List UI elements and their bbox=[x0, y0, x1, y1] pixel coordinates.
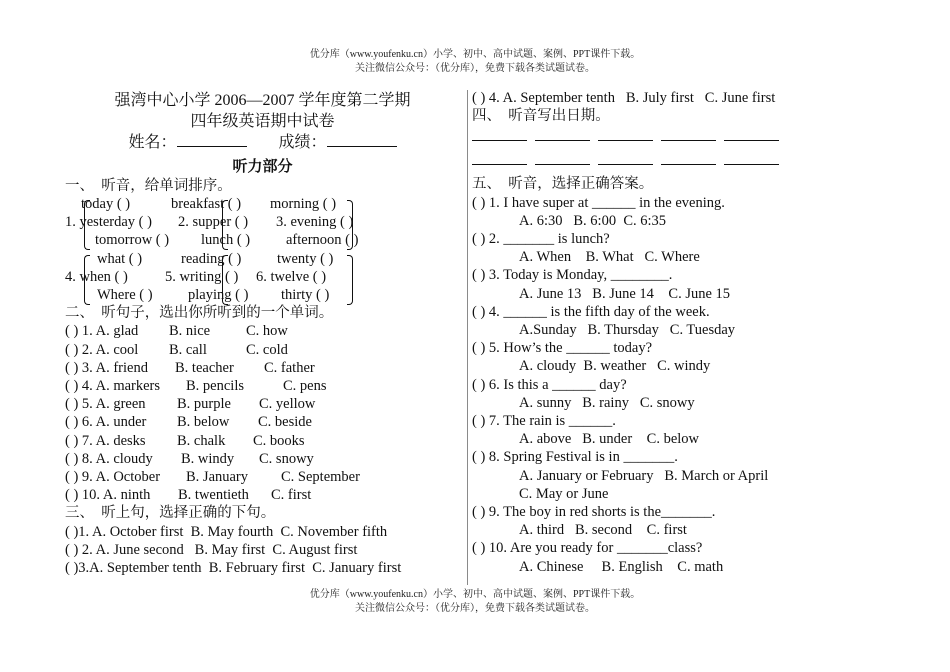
header-line-1: 优分库（www.youfenku.cn）小学、初中、高中试题、案例、PPT课件下载。 bbox=[309, 49, 641, 60]
s5-q8-options-2: C. May or June bbox=[519, 485, 609, 502]
s5-q7: ( ) 7. The rain is ______. bbox=[472, 413, 616, 430]
score-label: 成绩： bbox=[278, 134, 327, 151]
s2-item-2: ( ) 2. A. cool B. call C. cold bbox=[65, 341, 288, 358]
word-reading: reading ( ) bbox=[181, 251, 242, 268]
word-playing: playing ( ) bbox=[188, 287, 249, 304]
word-order-table bbox=[65, 195, 460, 304]
s5-q2-options: A. When B. What C. Where bbox=[519, 249, 700, 266]
s5-q4: ( ) 4. ______ is the fifth day of the week. bbox=[472, 303, 710, 320]
section-2-heading: 二、 听句子，选出你所听到的一个单词。 bbox=[65, 305, 334, 322]
date-blank[interactable] bbox=[724, 125, 779, 141]
s5-q6-options: A. sunny B. rainy C. snowy bbox=[519, 394, 695, 411]
date-blank[interactable] bbox=[598, 149, 653, 165]
name-score-line bbox=[65, 132, 460, 153]
section-1-heading: 一、 听音，给单词排序。 bbox=[65, 178, 232, 194]
s2-item-7: ( ) 7. A. desks B. chalk C. books bbox=[65, 432, 305, 449]
s5-q3-options: A. June 13 B. June 14 C. June 15 bbox=[519, 285, 731, 302]
header-line-2: 关注微信公众号：（优分库），免费下载各类试题试卷。 bbox=[355, 63, 595, 74]
s3-item-2: ( ) 2. A. June second B. May first C. August first bbox=[65, 541, 358, 558]
s2-item-1: ( ) 1. A. glad B. nice C. how bbox=[65, 323, 288, 340]
s3-item-3: ( )3.A. September tenth B. February first C. January first bbox=[65, 560, 402, 577]
section-5-heading: 五、 听音，选择正确答案。 bbox=[472, 176, 654, 193]
section-5-list bbox=[472, 194, 912, 576]
name-blank[interactable] bbox=[177, 133, 247, 147]
s2-item-4: ( ) 4. A. markers B. pencils C. pens bbox=[65, 378, 327, 395]
s3-item-4: ( ) 4. A. September tenth B. July first C. June first bbox=[472, 90, 776, 106]
page-header bbox=[0, 48, 950, 76]
date-blank[interactable] bbox=[535, 149, 590, 165]
word-thirty: thirty ( ) bbox=[281, 287, 330, 304]
s2-item-10: ( ) 10. A. ninth B. twentieth C. first bbox=[65, 487, 312, 504]
footer-line-2: 关注微信公众号：（优分库），免费下载各类试题试卷。 bbox=[355, 603, 595, 614]
date-blank[interactable] bbox=[724, 149, 779, 165]
s5-q1: ( ) 1. I have super at ______ in the evening. bbox=[472, 194, 725, 211]
exam-title-paper: 四年级英语期中试卷 bbox=[190, 113, 335, 130]
s5-q4-options: A.Sunday B. Thursday C. Tuesday bbox=[519, 322, 736, 339]
s5-q9-options: A. third B. second C. first bbox=[519, 522, 687, 539]
s5-q3: ( ) 3. Today is Monday, ________. bbox=[472, 267, 673, 284]
word-when: 4. when ( ) bbox=[65, 269, 128, 286]
word-evening: 3. evening ( ) bbox=[276, 214, 354, 231]
date-blank[interactable] bbox=[535, 125, 590, 141]
left-column bbox=[65, 90, 460, 577]
word-today: today ( ) bbox=[81, 196, 131, 213]
word-twelve: 6. twelve ( ) bbox=[256, 269, 327, 286]
s5-q7-options: A. above B. under C. below bbox=[519, 431, 700, 448]
exam-title-school: 强湾中心小学 2006—2007 学年度第二学期 bbox=[114, 92, 411, 109]
word-where: Where ( ) bbox=[97, 287, 153, 304]
section-4-heading: 四、 听音写出日期。 bbox=[472, 108, 610, 125]
s5-q2: ( ) 2. _______ is lunch? bbox=[472, 231, 610, 248]
date-blank[interactable] bbox=[472, 125, 527, 141]
score-blank[interactable] bbox=[327, 133, 397, 147]
right-column bbox=[472, 89, 912, 576]
listening-part-title: 听力部分 bbox=[232, 159, 293, 175]
s2-item-3: ( ) 3. A. friend B. teacher C. father bbox=[65, 359, 315, 376]
s5-q6: ( ) 6. Is this a ______ day? bbox=[472, 376, 627, 393]
date-blank[interactable] bbox=[661, 149, 716, 165]
s5-q5-options: A. cloudy B. weather C. windy bbox=[519, 358, 711, 375]
date-blanks-row-1 bbox=[472, 125, 912, 149]
s5-q9: ( ) 9. The boy in red shorts is the_______. bbox=[472, 504, 716, 521]
footer-line-1: 优分库（www.youfenku.cn）小学、初中、高中试题、案例、PPT课件下载。 bbox=[309, 589, 641, 600]
column-divider bbox=[467, 90, 468, 585]
word-twenty: twenty ( ) bbox=[277, 251, 334, 268]
s2-item-6: ( ) 6. A. under B. below C. beside bbox=[65, 414, 312, 431]
date-blank[interactable] bbox=[598, 125, 653, 141]
s3-item-1: ( )1. A. October first B. May fourth C. November fifth bbox=[65, 523, 388, 540]
s5-q8: ( ) 8. Spring Festival is in _______. bbox=[472, 449, 678, 466]
word-morning: morning ( ) bbox=[270, 196, 337, 213]
date-blanks-row-2 bbox=[472, 149, 912, 173]
word-tomorrow: tomorrow ( ) bbox=[95, 232, 170, 249]
word-breakfast: breakfast ( ) bbox=[171, 196, 242, 213]
word-supper: 2. supper ( ) bbox=[178, 214, 249, 231]
s2-item-9: ( ) 9. A. October B. January C. September bbox=[65, 469, 360, 486]
s5-q10-options: A. Chinese B. English C. math bbox=[519, 558, 724, 575]
date-blank[interactable] bbox=[472, 149, 527, 165]
s2-item-8: ( ) 8. A. cloudy B. windy C. snowy bbox=[65, 450, 314, 467]
section-3-heading: 三、 听上句，选择正确的下句。 bbox=[65, 505, 276, 522]
word-what: what ( ) bbox=[97, 251, 143, 268]
word-yesterday: 1. yesterday ( ) bbox=[65, 214, 152, 231]
page-footer bbox=[0, 588, 950, 616]
name-label: 姓名： bbox=[128, 134, 177, 151]
s2-item-5: ( ) 5. A. green B. purple C. yellow bbox=[65, 396, 316, 413]
brace-group-6 bbox=[347, 255, 353, 305]
word-lunch: lunch ( ) bbox=[201, 232, 251, 249]
s5-q1-options: A. 6:30 B. 6:00 C. 6:35 bbox=[519, 212, 667, 229]
date-blank[interactable] bbox=[661, 125, 716, 141]
s5-q8-options: A. January or February B. March or April bbox=[519, 467, 769, 484]
section-2-list bbox=[65, 322, 460, 504]
word-afternoon: afternoon ( ) bbox=[286, 232, 359, 249]
s5-q5: ( ) 5. How’s the ______ today? bbox=[472, 340, 653, 357]
word-writing: 5. writing ( ) bbox=[165, 269, 239, 286]
s5-q10: ( ) 10. Are you ready for _______class? bbox=[472, 540, 703, 557]
